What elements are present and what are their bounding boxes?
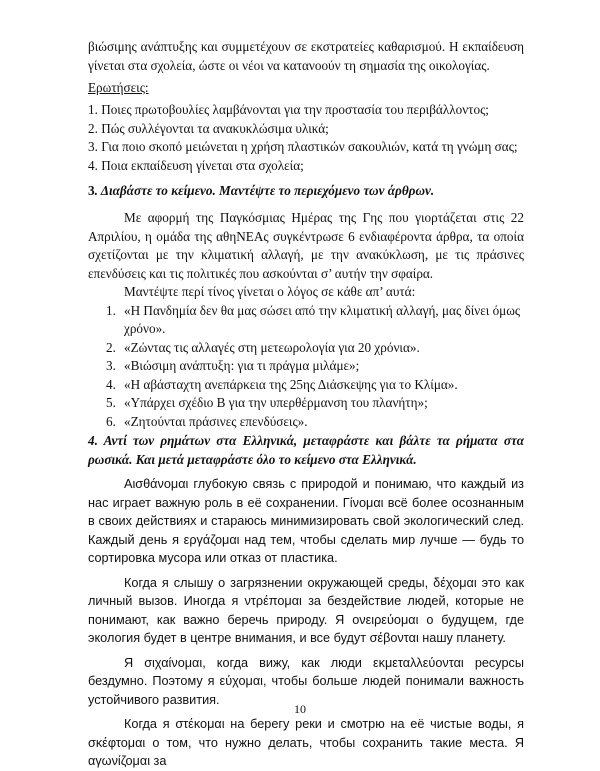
questions-section [88,79,524,98]
article-item [88,339,524,358]
section-3-prompt: Μαντέψτε περί τίνος γίνεται ο λόγος σε κάθε απ’ αυτά: [124,284,416,299]
questions-list-wrap [88,101,524,175]
section-4-heading-wrap [88,432,524,469]
section-3-number: 3 [88,183,95,198]
article-title: «Ζώντας τις αλλαγές στη μετεωρολογία για 20 χρόνια». [124,339,420,355]
article-item [88,357,524,376]
article-title: «Βιώσιμη ανάπτυξη: για τι πράγμα μιλάμε»; [124,358,360,373]
article-number: 4. [106,376,116,392]
questions-title: Ερωτήσεις: [88,80,149,95]
question-item: 2. Πώς συλλέγονται τα ανακυκλώσιμα υλικά; [88,120,329,136]
section-3-heading [88,182,524,201]
article-title: «Η Πανδημία δεν θα μας σώσει από την κλιματική αλλαγή, μας δίνει όμως χρόνο». [124,302,521,336]
question-item: 3. Για ποιο σκοπό μειώνεται η χρήση πλαστικών σακουλιών, κατά τη γνώμη σας; [88,139,518,154]
article-number: 2. [106,339,116,355]
section-4-heading: 4. Αντί των ρημάτων στα Ελληνικά, μεταφράστε και βάλτε τα ρήματα στα ρωσικά. Και μετά μεταφράστε όλο το κείμενο στα Ελληνικά. [88,433,524,467]
article-title: «Ζητούνται πράσινες επενδύσεις». [124,413,308,429]
section-4-paragraph: Αισθάνομαι глубокую связь с природой и понимаю, что каждый из нас играет важную роль в её сохранении. Γίνομαι всё более осознанным в своих действиях и стараюсь минимизировать свой экологический след. Каждый день я εργάζομαι над тем, чтобы сделать мир лучше — будь то сортировка мусора или отказ от пластика. [88,477,524,565]
article-item [88,302,524,339]
section-3-heading-wrap [88,182,524,201]
question-item: 1. Ποιες πρωτοβουλίες λαμβάνονται για την προστασία του περιβάλλοντος; [88,102,489,117]
section-4-body [88,475,524,771]
intro-paragraph: βιώσιμης ανάπτυξης και συμμετέχουν σε εκστρατείες καθαρισμού. Η εκπαίδευση γίνεται στα σχολεία, ώστε οι νέοι να κατανοούν τη σημασία της οικολογίας. [88,39,524,73]
section-4-paragraph: Я σιχαίνομαι, когда вижу, как люди εκμεταλλεύονται ресурсы бездумно. Поэтому я εύχομαι, чтобы больше людей понимали важность устойчивого развития. [88,655,524,707]
article-item [88,376,524,395]
section-4-paragraph: Когда я слышу о загрязнении окружающей среды, δέχομαι это как личный вызов. Иногда я ντρέπομαι за бездействие людей, которые не понимают, как важно беречь природу. Я ονειρεύομαι о будущем, где экология будет в центре внимания, и все будут σέβονται нашу планету. [88,575,524,645]
section-3-title: . Διαβάστε το κείμενο. Μαντέψτε το περιεχόμενο των άρθρων. [94,183,435,198]
article-item [88,413,524,432]
page-number: 10 [294,702,306,716]
article-number: 6. [106,413,116,429]
article-title: «Η αβάσταχτη ανεπάρκεια της 25ης Διάσκεψης για το Κλίμα». [124,376,458,392]
article-title: «Υπάρχει σχέδιο Β για την υπερθέρμανση του πλανήτη»; [124,395,428,410]
section-3-body [88,209,524,431]
articles-list [88,302,524,432]
article-number: 5. [106,395,116,410]
section-3-paragraph: Με αφορμή της Παγκόσμιας Ημέρας της Γης που γιορτάζεται στις 22 Απριλίου, η ομάδα της αθηΝΕΑς συγκέντρωσε 6 ενδιαφέροντα άρθρα, τα οποία σχετίζονται με την κλιματική αλλαγή, με την ανακύκλωση, με τις πράσινες επενδύσεις και τις πολιτικές που ασκούνται σ’ αυτήν την σφαίρα. [88,210,524,281]
article-number: 1. [106,302,116,318]
questions-list [88,101,524,175]
question-item: 4. Ποια εκπαίδευση γίνεται στα σχολεία; [88,157,304,173]
article-item [88,394,524,413]
article-number: 3. [106,358,116,373]
section-4-paragraph: Когда я στέκομαι на берегу реки и смотрю на её чистые воды, я σκέφτομαι о том, что нужно делать, чтобы сохранить такие места. Я αγωνίζομαι за [88,717,524,768]
intro-section [88,38,524,75]
